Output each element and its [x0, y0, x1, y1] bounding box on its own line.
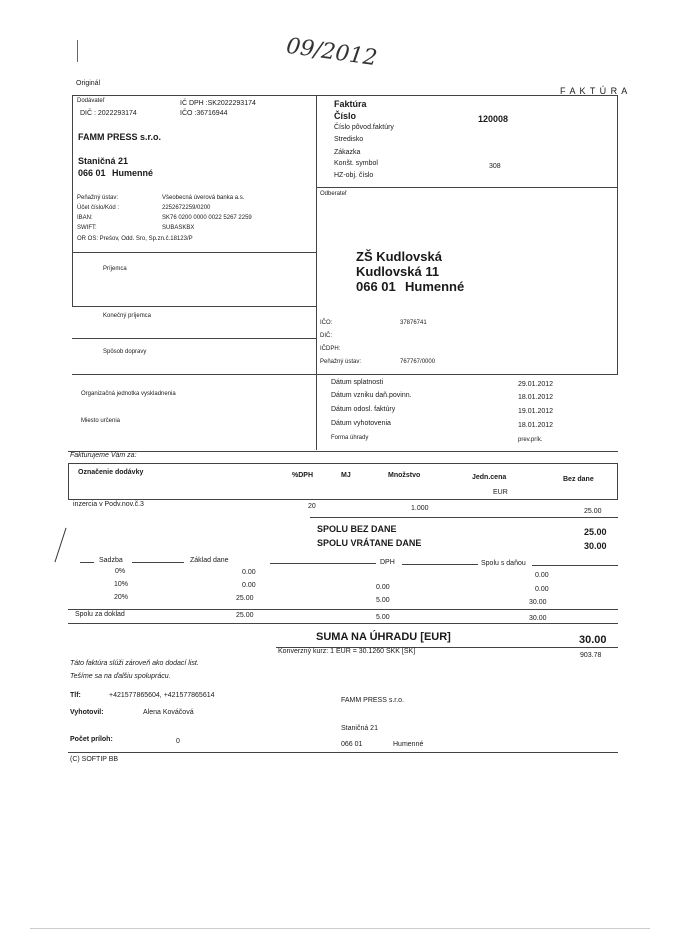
register-info: OR OS: Prešov, Odd. Sro, Sp.zn.č.18123/P [77, 236, 193, 242]
conversion-rate: Konverzný kurz: 1 EUR = 30.1260 SKK [SK] [278, 648, 416, 655]
vat-col-rate: Sadzba [99, 557, 123, 564]
vat-total-0: 0.00 [535, 572, 549, 579]
hz-order-label: HZ-obj. číslo [334, 172, 374, 179]
note-delivery: Táto faktúra slúži zároveň ako dodací list. [70, 660, 199, 667]
supplier-ico: IČO :36716944 [180, 110, 228, 117]
customer-bank: 767767/0000 [400, 359, 436, 365]
vat-col-vat: DPH [380, 559, 395, 566]
customer-bank-label: Peňažný ústav: [320, 359, 362, 365]
vat-base-10: 0.00 [242, 582, 256, 589]
software-credit: (C) SOFTIP BB [70, 756, 119, 763]
swift-value: SUBASKBX [162, 225, 195, 231]
invoice-number-label: Číslo [334, 111, 357, 121]
supplier-name: FAMM PRESS s.r.o. [78, 132, 162, 142]
footer-company: FAMM PRESS s.r.o. [341, 697, 405, 704]
transport-label: Spôsob dopravy [103, 349, 147, 355]
total-without-vat-label: SPOLU BEZ DANE [317, 524, 397, 534]
col-total: Bez dane [563, 476, 594, 483]
document-type: F A K T Ú R A [560, 86, 629, 96]
issue-date-label: Dátum vyhotovenia [331, 420, 391, 427]
item-vat: 20 [308, 503, 316, 510]
vat-col-base: Základ dane [190, 557, 229, 564]
vat-sum-vat: 5.00 [376, 614, 390, 621]
customer-name: ZŠ Kudlovská [356, 249, 442, 264]
vat-sum-label: Spolu za doklad [75, 611, 125, 618]
item-description: inzercia v Podv.nov.č.3 [73, 501, 144, 508]
vat-total-10: 0.00 [535, 586, 549, 593]
issue-date-value: 18.01.2012 [518, 422, 554, 429]
const-symbol-label: Konšt. symbol [334, 160, 378, 167]
vat-rate-0: 0% [115, 568, 126, 575]
col-description: Označenie dodávky [78, 469, 144, 476]
customer-zip: 066 01 [356, 279, 396, 294]
const-symbol-value: 308 [489, 163, 501, 170]
payment-form-value: prev.prík. [518, 437, 543, 443]
vat-base-0: 0.00 [242, 569, 256, 576]
col-price: Jedn.cena [472, 474, 507, 481]
attachments-value: 0 [176, 738, 180, 745]
pen-mark [54, 528, 66, 563]
vat-col-total: Spolu s daňou [481, 560, 526, 567]
invoice-title: Faktúra [334, 99, 367, 109]
supplier-city: Humenné [112, 168, 154, 178]
payment-value: 30.00 [579, 634, 607, 646]
vat-sum-total: 30.00 [529, 615, 547, 622]
iban-label: IBAN: [77, 215, 93, 221]
sent-date-value: 19.01.2012 [518, 408, 554, 415]
vat-total-20: 30.00 [529, 599, 547, 606]
payment-form-label: Forma úhrady [331, 435, 369, 441]
center-label: Stredisko [334, 136, 364, 143]
note-thanks: Tešíme sa na ďalšiu spoluprácu. [70, 673, 171, 680]
customer-label: Odberateľ [320, 191, 347, 197]
bank-value: Všeobecná úverová banka a.s. [162, 195, 245, 201]
handwritten-date-note: 09/2012 [284, 33, 379, 72]
total-with-vat-label: SPOLU VRÁTANE DANE [317, 538, 422, 548]
total-with-vat: 30.00 [584, 541, 607, 551]
supplier-ic-dph: IČ DPH :SK2022293174 [180, 100, 256, 107]
tax-date-value: 18.01.2012 [518, 394, 554, 401]
footer-city: Humenné [393, 741, 424, 748]
item-total: 25.00 [584, 508, 602, 515]
vat-base-20: 25.00 [236, 595, 254, 602]
col-vat: %DPH [292, 472, 314, 479]
invoice-number: 120008 [478, 114, 509, 124]
phone-value: +421577865604, +421577865614 [109, 692, 215, 699]
attachments-label: Počet príloh: [70, 736, 113, 743]
total-without-vat: 25.00 [584, 527, 607, 537]
sent-date-label: Dátum odosl. faktúry [331, 406, 396, 413]
original-label: Originál [76, 80, 101, 87]
vat-rate-20: 20% [114, 594, 129, 601]
account-label: Účet číslo/Kód : [77, 205, 120, 211]
scan-mark [77, 40, 78, 62]
tax-date-label: Dátum vzniku daň.povinn. [331, 392, 412, 399]
phone-label: Tlf: [70, 692, 81, 699]
customer-ico-label: IČO: [320, 320, 333, 326]
account-value: 2252672259/0200 [162, 205, 211, 211]
customer-dic-label: DIČ: [320, 333, 332, 339]
supplier-dic: DIČ : 2022293174 [80, 110, 137, 117]
iban-value: SK76 0200 0000 0022 5267 2259 [162, 215, 252, 221]
bank-label: Peňažný ústav: [77, 195, 119, 201]
items-intro: Fakturujeme Vám za: [70, 452, 137, 459]
issued-by-label: Vyhotovil: [70, 709, 104, 716]
swift-label: SWIFT: [77, 225, 97, 231]
org-unit-label: Organizačná jednotka vyskladnenia [81, 391, 176, 397]
supplier-zip: 066 01 [78, 168, 106, 178]
destination-label: Miesto určenia [81, 418, 121, 424]
vat-sum-base: 25.00 [236, 612, 254, 619]
col-unit: MJ [341, 472, 351, 479]
customer-street: Kudlovská 11 [356, 264, 440, 279]
vat-vat-20: 5.00 [376, 597, 390, 604]
conversion-value: 903.78 [580, 652, 602, 659]
orig-invoice-label: Číslo pôvod.faktúry [334, 124, 394, 131]
footer-street: Staničná 21 [341, 725, 378, 732]
order-label: Zákazka [334, 149, 361, 156]
customer-city: Humenné [405, 279, 465, 294]
footer-zip: 066 01 [341, 741, 363, 748]
vat-vat-10: 0.00 [376, 584, 390, 591]
item-qty: 1.000 [411, 505, 429, 512]
due-date-value: 29.01.2012 [518, 381, 554, 388]
col-qty: Množstvo [388, 472, 421, 479]
issued-by-value: Alena Kováčová [143, 709, 194, 716]
col-price-currency: EUR [493, 489, 508, 496]
recipient-label: Príjemca [103, 266, 127, 272]
due-date-label: Dátum splatnosti [331, 379, 384, 386]
customer-icdph-label: IČDPH: [320, 346, 341, 352]
final-recipient-label: Konečný príjemca [103, 313, 152, 319]
payment-label: SUMA NA ÚHRADU [EUR] [316, 631, 451, 643]
supplier-street: Staničná 21 [78, 156, 129, 166]
customer-ico: 37876741 [400, 320, 427, 326]
supplier-label: Dodávateľ [77, 98, 105, 104]
vat-rate-10: 10% [114, 581, 129, 588]
